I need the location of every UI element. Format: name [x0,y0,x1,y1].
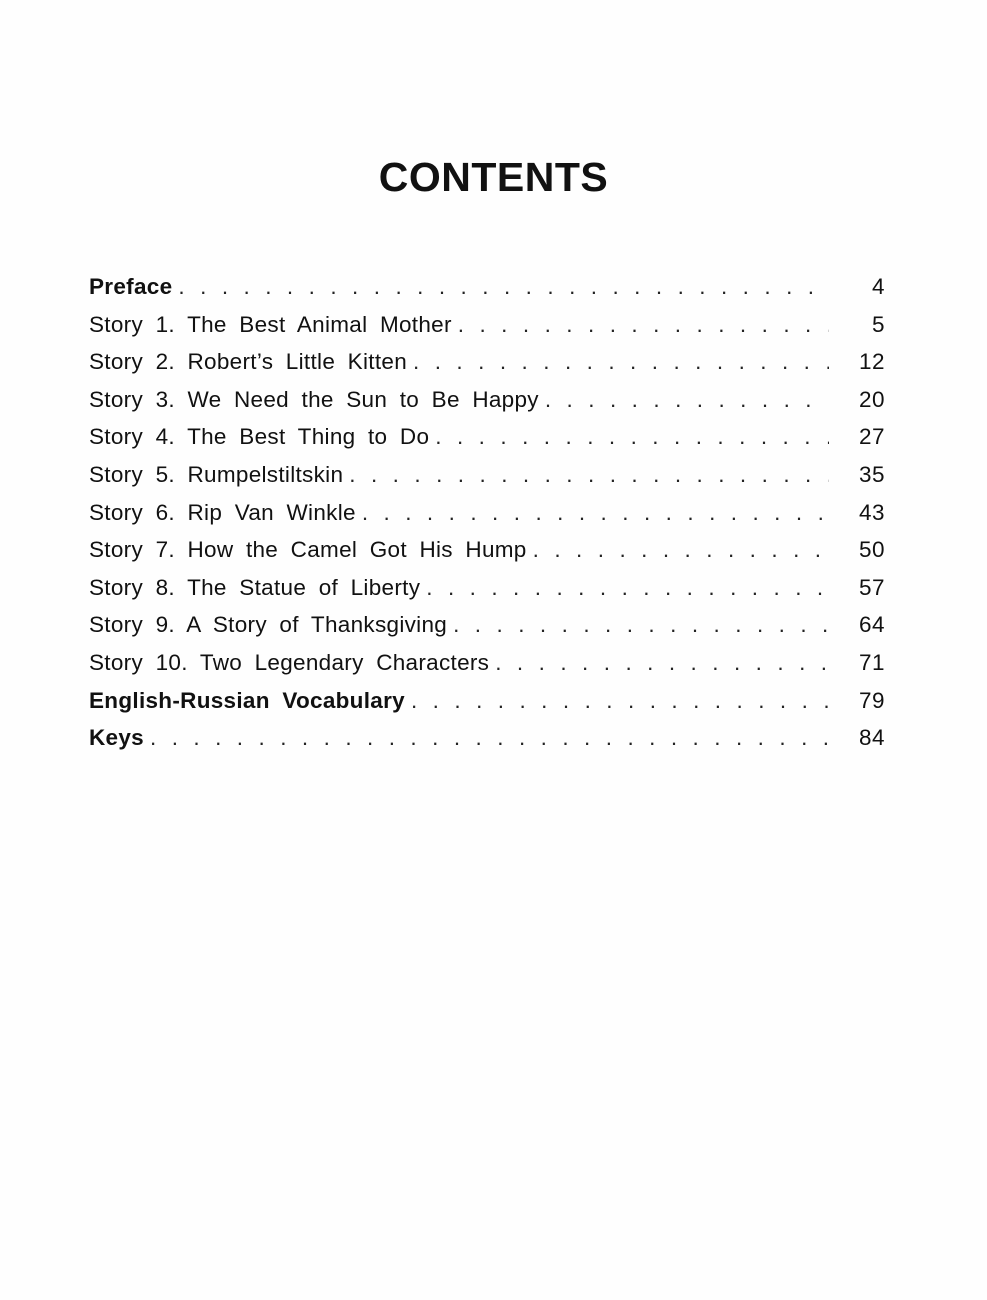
dot-leader [411,682,829,720]
toc-entry-label: Story 5. Rumpelstiltskin [89,461,344,487]
dot-leader [545,381,829,419]
dot-leader [533,531,829,569]
toc-entry-label: English-Russian Vocabulary [89,687,405,713]
toc-entry-page-number: 64 [858,612,885,638]
toc-entry-label: Story 9. A Story of Thanksgiving [89,612,448,638]
toc-entry-page-number: 79 [858,687,885,713]
table-of-contents [89,268,885,757]
toc-entry-story-10 [89,644,885,682]
toc-entry-page-number: 43 [858,499,885,525]
toc-entry-story-5 [89,456,885,494]
toc-entry-page-number: 20 [858,386,885,412]
toc-entry-page-number: 50 [858,537,885,563]
toc-entry-label: Story 7. How the Camel Got His Hump [89,537,527,563]
toc-entry-story-7 [89,531,885,569]
toc-entry-label: Preface [89,274,173,299]
toc-entry-keys [89,719,885,757]
dot-leader [362,494,829,532]
toc-entry-page-number: 35 [858,461,885,487]
toc-entry-vocabulary [89,682,885,720]
toc-entry-story-6 [89,494,885,532]
toc-entry-label: Story 1. The Best Animal Mother [89,311,452,337]
dot-leader [413,343,829,381]
dot-leader [495,644,829,682]
toc-entry-label: Story 8. The Statue of Liberty [89,574,421,600]
dot-leader [349,456,829,494]
toc-entry-story-4 [89,418,885,456]
toc-entry-page-number: 84 [858,725,885,751]
toc-entry-label: Keys [89,725,144,751]
dot-leader [178,268,829,306]
dot-leader [453,606,829,644]
toc-entry-page-number: 27 [858,424,885,450]
toc-entry-label: Story 4. The Best Thing to Do [89,424,430,450]
toc-entry-story-3 [89,381,885,419]
toc-entry-story-2 [89,343,885,381]
dot-leader [435,418,829,456]
toc-entry-page-number: 12 [858,349,885,375]
page-title: CONTENTS [378,154,609,200]
toc-entry-story-1 [89,306,885,344]
toc-entry-label: Story 2. Robert’s Little Kitten [89,349,408,375]
toc-entry-page-number: 57 [858,574,885,600]
toc-entry-label: Story 6. Rip Van Winkle [89,499,356,525]
toc-entry-page-number: 71 [858,649,885,675]
dot-leader [458,306,829,344]
toc-entry-story-9 [89,606,885,644]
toc-entry-page-number: 5 [871,311,885,337]
toc-entry-preface [89,268,885,306]
dot-leader [426,569,829,607]
toc-entry-story-8 [89,569,885,607]
toc-entry-label: Story 3. We Need the Sun to Be Happy [89,386,539,412]
toc-entry-page-number: 4 [871,274,885,299]
toc-entry-label: Story 10. Two Legendary Characters [89,649,490,675]
dot-leader [150,719,829,757]
